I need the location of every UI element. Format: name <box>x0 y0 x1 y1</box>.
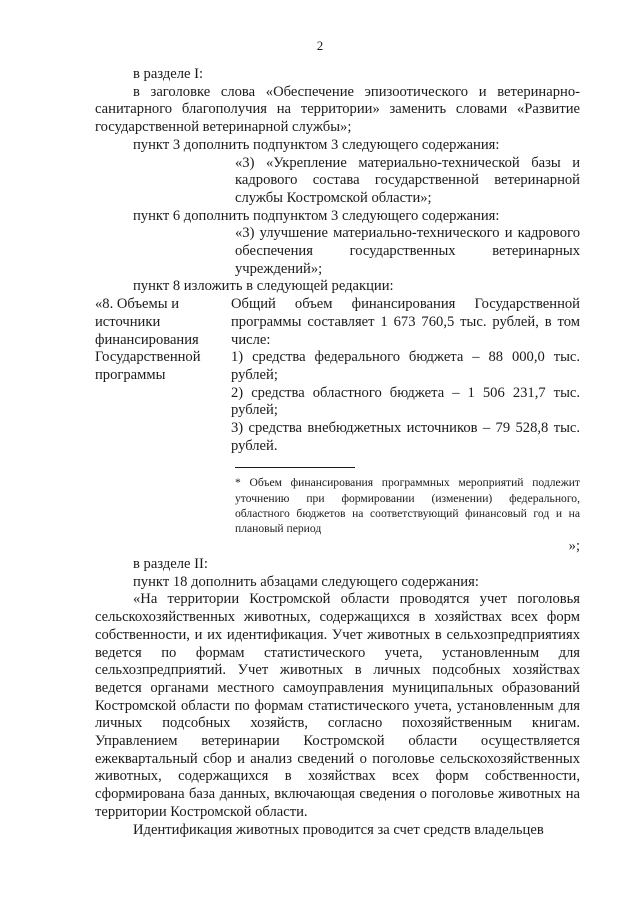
financing-label <box>95 296 231 455</box>
financing-label-line: программы <box>95 366 166 383</box>
financing-extrabudgetary: 3) средства внебюджетных источников – 79 528,8 тыс. рублей. <box>231 420 580 454</box>
point-6-paragraph: пункт 6 дополнить подпунктом 3 следующего содержания: <box>133 207 500 224</box>
footnote: * Объем финансирования программных мероприятий подлежит уточнению при формировании (изменении) федерального, областного бюджетов на соответствующий финансовый год и на плановый период <box>235 476 580 536</box>
financing-text <box>231 296 580 455</box>
financing-federal: 1) средства федерального бюджета – 88 000,0 тыс. рублей; <box>231 349 580 383</box>
footnote-divider <box>235 467 355 469</box>
point-18-paragraph: пункт 18 дополнить абзацами следующего содержания: <box>133 573 479 590</box>
financing-table <box>95 296 580 455</box>
page-number: 2 <box>316 38 324 53</box>
point-6-subpoint: «3) улучшение материально-технического и кадрового обеспечения государственных ветеринарных учреждений»; <box>235 225 580 277</box>
financing-label-line: «8. Объемы и <box>95 296 180 313</box>
quoted-paragraph-2: Идентификация животных проводится за счет средств владельцев <box>133 821 544 838</box>
section-2-heading: в разделе II: <box>133 555 208 572</box>
document-body <box>95 66 580 839</box>
closing-quote: »; <box>568 538 580 555</box>
point-3-paragraph: пункт 3 дополнить подпунктом 3 следующего содержания: <box>133 136 500 153</box>
financing-label-line: финансирования <box>95 331 199 348</box>
financing-label-line: Государственной <box>95 349 201 366</box>
financing-total: Общий объем финансирования Государственной программы составляет 1 673 760,5 тыс. рублей, в том числе: <box>231 296 580 348</box>
point-3-subpoint: «3) «Укрепление материально-технической базы и кадрового состава государственной ветеринарной службы Костромской области»; <box>235 154 580 206</box>
point-8-paragraph: пункт 8 изложить в следующей редакции: <box>133 278 394 295</box>
financing-label-line: источники <box>95 313 161 330</box>
financing-regional: 2) средства областного бюджета – 1 506 231,7 тыс. рублей; <box>231 384 580 419</box>
quoted-paragraph-1: «На территории Костромской области проводятся учет поголовья сельскохозяйственных животных, содержащихся в хозяйствах всех форм собственности, и их идентификация. Учет животных в сельхозпредприятиях ведется по формам статистического учета, установленным для сельхозпредприятий. Учет животных в личных подсобных хозяйствах ведется органами местного самоуправления муниципальных образований Костромской области по формам статистического учета, установленным для личных подсобных хозяйств, согласно похозяйственным книгам. Управлением ветеринарии Костромской области осуществляется ежеквартальный сбор и анализ сведений о поголовье сельскохозяйственных животных, содержащихся в хозяйствах всех форм собственности, сформирована база данных, включающая сведения о поголовье животных на территории Костромской области. <box>95 591 580 820</box>
section-1-heading: в разделе I: <box>133 66 204 82</box>
title-change-paragraph: в заголовке слова «Обеспечение эпизоотического и ветеринарно-санитарного благополучия на территории» заменить словами «Развитие государственной ветеринарной службы»; <box>95 83 580 136</box>
